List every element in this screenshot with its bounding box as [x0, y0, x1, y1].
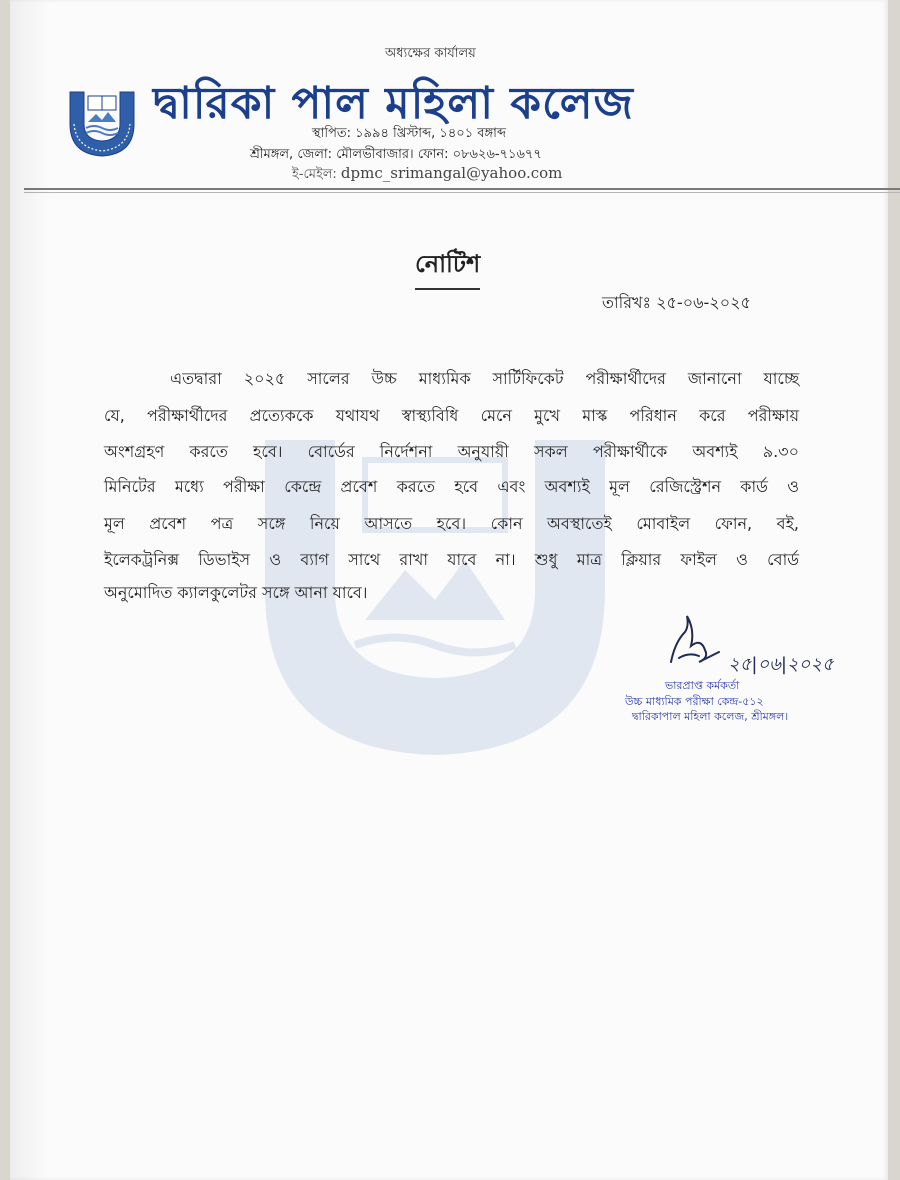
handwritten-signature	[665, 612, 725, 674]
established-line: স্থাপিত: ১৯৯৪ খ্রিস্টাব্দ, ১৪০১ বঙ্গাব্দ	[312, 126, 507, 141]
notice-body-line: এতদ্বারা ২০২৫ সালের উচ্চ মাধ্যমিক সার্টিফিকেট পরীক্ষার্থীদের জানানো যাচ্ছে	[170, 369, 799, 388]
notice-body-line: যে, পরীক্ষার্থীদের প্রত্যেককে যথাযথ স্বাস্থ্যবিধি মেনে মুখে মাস্ক পরিধান করে পরীক্ষায়	[104, 406, 799, 425]
email-label: ই-মেইল:	[292, 167, 337, 182]
college-logo-icon	[62, 84, 142, 159]
notice-body-line: অংশগ্রহণ করতে হবে। বোর্ডের নির্দেশনা অনুযায়ী সকল পরীক্ষার্থীকে অবশ্যই ৯.৩০	[104, 442, 799, 461]
office-label: অধ্যক্ষের কার্যালয়	[385, 46, 476, 61]
address-phone-line: শ্রীমঙ্গল, জেলা: মৌলভীবাজার। ফোন: ০৮৬২৬-৭১৬৭৭	[250, 147, 542, 162]
notice-paper	[10, 0, 888, 1180]
notice-body-line: মিনিটের মধ্যে পরীক্ষা কেন্দ্রে প্রবেশ করতে হবে এবং অবশ্যই মূল রেজিস্ট্রেশন কার্ড ও	[104, 477, 799, 496]
email-address: dpmc_srimangal@yahoo.com	[340, 164, 563, 182]
notice-body-line: ইলেকট্রনিক্স ডিভাইস ও ব্যাগ সাথে রাখা যাবে না। শুধু মাত্র ক্লিয়ার ফাইল ও বোর্ড	[104, 550, 799, 569]
notice-title: নোটিশ	[415, 246, 480, 290]
notice-body-line: মূল প্রবেশ পত্র সঙ্গে নিয়ে আসতে হবে। কোন অবস্থাতেই মোবাইল ফোন, বই,	[104, 514, 799, 533]
header-divider	[24, 188, 900, 193]
email-line	[292, 164, 562, 186]
notice-date: তারিখঃ ২৫-০৬-২০২৫	[602, 293, 751, 312]
stamp-exam-centre: উচ্চ মাধ্যমিক পরীক্ষা কেন্দ্র-৫১২	[625, 695, 764, 708]
stamp-college: দ্বারিকাপাল মহিলা কলেজ, শ্রীমঙ্গল।	[632, 710, 789, 723]
stamp-designation: ভারপ্রাপ্ত কর্মকর্তা	[665, 679, 740, 692]
signature-date: ২৫|০৬|২০২৫	[728, 654, 834, 675]
college-name: দ্বারিকা পাল মহিলা কলেজ	[153, 78, 634, 129]
notice-body-line: অনুমোদিত ক্যালকুলেটর সঙ্গে আনা যাবে।	[104, 583, 368, 602]
